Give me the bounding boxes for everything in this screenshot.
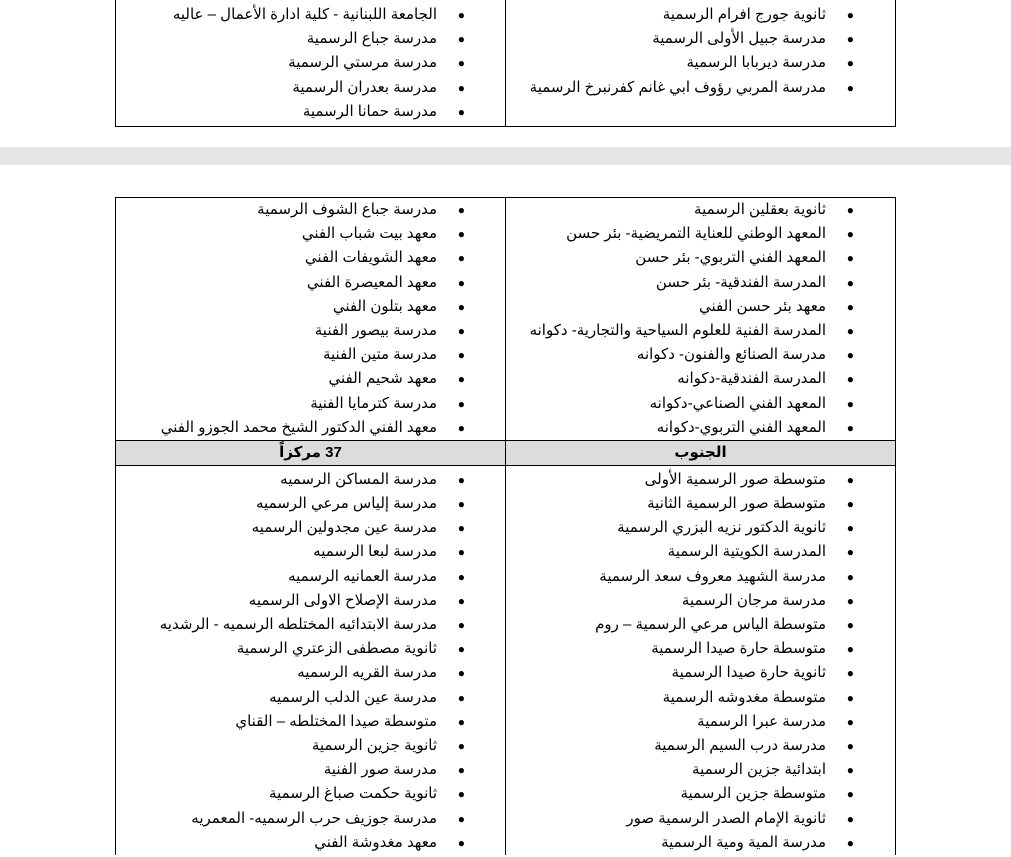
bullet-icon: ● (457, 569, 465, 584)
bullet-icon: ● (457, 618, 465, 632)
list-item: ● ثانوية مصطفى الزعتري الرسمية (116, 637, 505, 661)
list-item: ● متوسطة جزين الرسمية (506, 782, 895, 806)
bullet-icon: ● (457, 275, 465, 290)
list-item: ● مدرسة المربي رؤوف ابي غانم كفرنبرخ الرسمية (506, 76, 895, 100)
bullet-icon: ● (846, 56, 854, 71)
bullet-icon: ● (846, 227, 854, 242)
bullet-icon: ● (457, 714, 465, 729)
bullet-icon: ● (846, 569, 854, 584)
list-item: ● مدرسة مرستي الرسمية (116, 51, 505, 75)
bullet-icon: ● (846, 642, 854, 657)
list-item: ● المعهد الفني التربوي-دكوانه (506, 416, 895, 440)
bullet-icon: ● (846, 763, 854, 778)
list-item: ● معهد المعيصرة الفني (116, 271, 505, 295)
bullet-icon: ● (457, 666, 465, 681)
bullet-icon: ● (457, 372, 465, 387)
list-item: ● ثانوية بعقلين الرسمية (506, 198, 895, 222)
list-item: ● ثانوية جزين الرسمية (116, 734, 505, 758)
list-item: ● مدرسة عبرا الرسمية (506, 710, 895, 734)
list-item: ● مدرسة عين الدلب الرسميه (116, 686, 505, 710)
bullet-icon: ● (457, 545, 465, 560)
bullet-icon: ● (846, 348, 854, 363)
list-item: ● ثانوية الدكتور نزيه البزري الرسمية (506, 516, 895, 540)
bullet-icon: ● (846, 666, 854, 681)
block1-right-column (506, 198, 896, 441)
list-item: ● مدرسة الابتدائيه المختلطه الرسميه - الرشديه (116, 613, 505, 637)
bullet-icon: ● (846, 593, 854, 608)
bullet-icon: ● (457, 348, 465, 363)
block2-left-column (116, 465, 506, 855)
bullet-icon: ● (457, 642, 465, 657)
list-item: ● المدرسة الفنية للعلوم السياحية والتجارية- دكوانه (506, 319, 895, 343)
bullet-icon: ● (846, 275, 854, 290)
list-item: ● معهد شحيم الفني (116, 367, 505, 391)
bullet-icon: ● (846, 811, 854, 826)
bullet-icon: ● (846, 8, 854, 22)
bullet-icon: ● (457, 763, 465, 778)
bullet-icon: ● (457, 593, 465, 608)
list-item: ● مدرسة درب السيم الرسمية (506, 734, 895, 758)
list-item: ● مدرسة جبيل الأولى الرسمية (506, 27, 895, 51)
list-item: ● مدرسة المية ومية الرسمية (506, 831, 895, 855)
list-item: ● ابتدائية جزين الرسمية (506, 758, 895, 782)
center-count-header: 37 مركزاً (116, 440, 506, 465)
bullet-icon: ● (457, 299, 465, 314)
block2-right-column (506, 465, 896, 855)
list-item: ● مدرسة بيصور الفنية (116, 319, 505, 343)
bullet-icon: ● (846, 323, 854, 338)
list-item: ● متوسطة صيدا المختلطه – القناي (116, 710, 505, 734)
list-item: ● المدرسة الكويتية الرسمية (506, 540, 895, 564)
bullet-icon: ● (457, 396, 465, 411)
list-item: ● مدرسة القريه الرسميه (116, 661, 505, 685)
list-item: ● معهد الشويفات الفني (116, 246, 505, 270)
list-item: ● متوسطة الياس مرعي الرسمية – روم (506, 613, 895, 637)
list-item: ● متوسطة صور الرسمية الأولى (506, 468, 895, 492)
region-header-row (116, 440, 896, 465)
list-item: ● المدرسة الفندقية- بئر حسن (506, 271, 895, 295)
bullet-icon: ● (846, 203, 854, 217)
bullet-icon: ● (846, 497, 854, 512)
bullet-icon: ● (457, 497, 465, 512)
list-item: ● مدرسة إلياس مرعي الرسميه (116, 492, 505, 516)
bullet-icon: ● (846, 472, 854, 487)
top-left-column (116, 0, 506, 126)
list-item: ● مدرسة الإصلاح الاولى الرسميه (116, 589, 505, 613)
list-item: ● مدرسة مرجان الرسمية (506, 589, 895, 613)
list-item: ● معهد الفني الدكتور الشيخ محمد الجوزو الفني (116, 416, 505, 440)
list-item: ● مدرسة حمانا الرسمية (116, 100, 505, 124)
list-item: ● مدرسة جباع الرسمية (116, 27, 505, 51)
bullet-icon: ● (846, 80, 854, 95)
list-item: ● المعهد الوطني للعناية التمريضية- بئر حسن (506, 222, 895, 246)
list-item: ● ثانوية حارة صيدا الرسمية (506, 661, 895, 685)
list-item: ● مدرسة بعدران الرسمية (116, 76, 505, 100)
bullet-icon: ● (457, 56, 465, 71)
list-item: ● مدرسة متين الفنية (116, 343, 505, 367)
list-item: ● المعهد الفني الصناعي-دكوانه (506, 392, 895, 416)
list-item: ● مدرسة ديربابا الرسمية (506, 51, 895, 75)
bullet-icon: ● (457, 690, 465, 705)
list-item: ● مدرسة كترمايا الفنية (116, 392, 505, 416)
bullet-icon: ● (457, 251, 465, 266)
bullet-icon: ● (846, 420, 854, 435)
bullet-icon: ● (846, 835, 854, 850)
bottom-schools-table (115, 197, 896, 855)
bullet-icon: ● (846, 787, 854, 802)
bullet-icon: ● (457, 835, 465, 850)
list-item: ● مدرسة الشهيد معروف سعد الرسمية (506, 565, 895, 589)
list-item: ● مدرسة الصنائع والفنون- دكوانه (506, 343, 895, 367)
bullet-icon: ● (457, 420, 465, 435)
bullet-icon: ● (846, 738, 854, 753)
block1-left-column (116, 198, 506, 441)
list-item: ● ثانوية حكمت صباغ الرسمية (116, 782, 505, 806)
bullet-icon: ● (457, 227, 465, 242)
list-item: ● مدرسة جوزيف حرب الرسميه- المعمريه (116, 807, 505, 831)
list-item: ● مدرسة عين مجدولين الرسميه (116, 516, 505, 540)
list-item: ● مدرسة لبعا الرسميه (116, 540, 505, 564)
bullet-icon: ● (457, 8, 465, 22)
bullet-icon: ● (457, 472, 465, 487)
bullet-icon: ● (846, 618, 854, 632)
bullet-icon: ● (457, 323, 465, 338)
bullet-icon: ● (846, 299, 854, 314)
region-name-header: الجنوب (506, 440, 896, 465)
bullet-icon: ● (457, 811, 465, 826)
bullet-icon: ● (846, 396, 854, 411)
bullet-icon: ● (457, 521, 465, 536)
list-item: ● الجامعة اللبنانية - كلية ادارة الأعمال – عاليه (116, 3, 505, 27)
bullet-icon: ● (846, 521, 854, 536)
bullet-icon: ● (457, 80, 465, 95)
list-item: ● مدرسة صور الفنية (116, 758, 505, 782)
list-item: ● المعهد الفني التربوي- بئر حسن (506, 246, 895, 270)
bullet-icon: ● (846, 545, 854, 560)
list-item: ● معهد بئر حسن الفني (506, 295, 895, 319)
bullet-icon: ● (846, 32, 854, 47)
list-item: ● مدرسة المساكن الرسميه (116, 468, 505, 492)
bullet-icon: ● (457, 32, 465, 47)
list-item: ● المدرسة الفندقية-دكوانه (506, 367, 895, 391)
page-break-band (0, 147, 1011, 165)
bullet-icon: ● (846, 690, 854, 705)
bullet-icon: ● (846, 251, 854, 266)
bullet-icon: ● (457, 104, 465, 119)
bullet-icon: ● (457, 787, 465, 802)
top-schools-table (115, 0, 896, 127)
list-item: ● معهد بتلون الفني (116, 295, 505, 319)
bullet-icon: ● (846, 372, 854, 387)
list-item: ● ثانوية جورج افرام الرسمية (506, 3, 895, 27)
list-item: ● متوسطة حارة صيدا الرسمية (506, 637, 895, 661)
list-item: ● متوسطة صور الرسمية الثانية (506, 492, 895, 516)
bullet-icon: ● (457, 203, 465, 217)
list-item: ● ثانوية الإمام الصدر الرسمية صور (506, 807, 895, 831)
top-right-column (506, 0, 896, 126)
bullet-icon: ● (846, 714, 854, 729)
bullet-icon: ● (457, 738, 465, 753)
list-item: ● مدرسة جباع الشوف الرسمية (116, 198, 505, 222)
list-item: ● مدرسة العمانيه الرسميه (116, 565, 505, 589)
list-item: ● معهد مغدوشة الفني (116, 831, 505, 855)
list-item: ● معهد بيت شباب الفني (116, 222, 505, 246)
list-item: ● متوسطة مغدوشه الرسمية (506, 686, 895, 710)
